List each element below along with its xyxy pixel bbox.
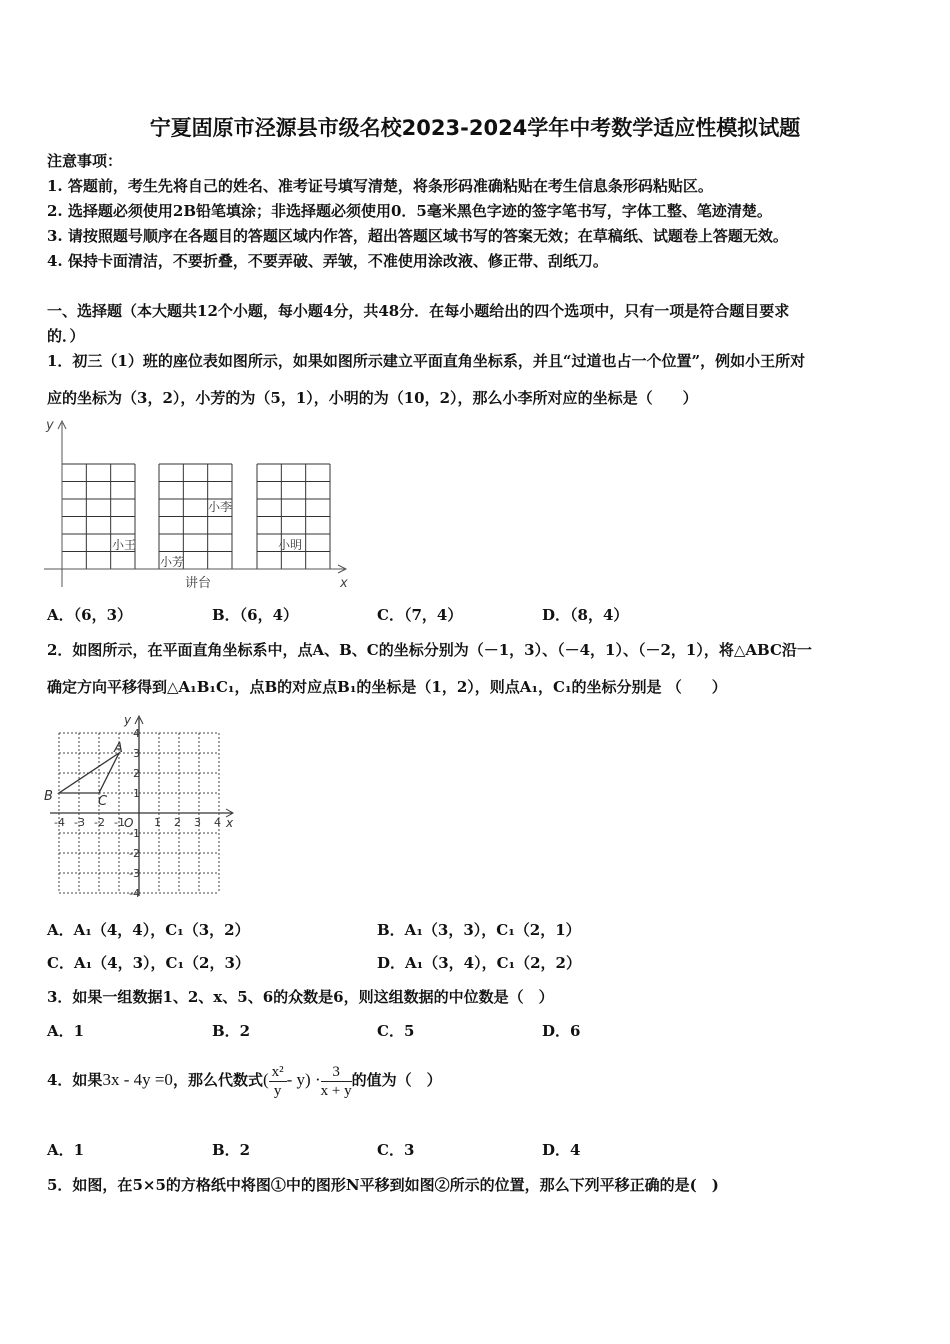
notice-item: 1. 答题前，考生先将自己的姓名、准考证号填写清楚，将条形码准确粘贴在考生信息条形码粘贴区。 [47,177,713,195]
y-tick-label: -4 [129,887,140,900]
question-1-text-cont: 应的坐标为（3，2），小芳的为（5，1），小明的为（10，2），那么小李所对应的坐标是（ ） [47,389,698,407]
option-c: C．（7，4） [377,606,463,624]
option-d: D．A₁（3，4），C₁（2，2） [377,954,581,972]
x-tick-label: 3 [194,816,201,829]
q4-expr-rest: - y) · [286,1070,321,1089]
y-tick-label: -1 [129,827,140,840]
option-b: B．2 [212,1141,251,1159]
x-tick-label: 2 [174,816,181,829]
y-tick-label: 1 [133,787,140,800]
question-2-text-cont: 确定方向平移得到△A₁B₁C₁，点B的对应点B₁的坐标是（1，2），则点A₁，C₁的坐标分别是 （ ） [47,678,727,696]
seat-label-wang: 小王 [112,538,137,552]
y-tick-label: 3 [133,747,140,760]
option-b: B．A₁（3，3），C₁（2，1） [377,921,581,939]
numerator: 3 [321,1063,352,1082]
fraction-3-over-x-plus-y [321,1063,352,1100]
numerator: x² [269,1063,287,1082]
point-a-label: A [114,741,123,756]
point-b-label: B [44,789,53,804]
q4-prefix: 4．如果 [47,1071,103,1089]
question-2-text: 2．如图所示，在平面直角坐标系中，点A、B、C的坐标分别为（－1，3）、（－4，1）、（－2，1），将△ABC沿一 [47,641,812,659]
section-heading: 一、选择题（本大题共12个小题，每小题4分，共48分．在每小题给出的四个选项中，只有一项是符合题目要求 [47,302,790,320]
notice-item: 2. 选择题必须使用2B铅笔填涂；非选择题必须使用0．5毫米黑色字迹的签字笔书写，字体工整、笔迹清楚。 [47,202,772,220]
y-tick-label: -2 [129,847,140,860]
page-title: 宁夏固原市泾源县市级名校2023-2024学年中考数学适应性模拟试题 [149,116,801,140]
podium-label: 讲台 [185,576,212,591]
y-tick-label: -3 [129,867,140,880]
option-a: A．A₁（4，4），C₁（3，2） [47,921,250,939]
x-tick-label: 4 [214,816,221,829]
notice-item: 4. 保持卡面清洁，不要折叠，不要弄破、弄皱，不准使用涂改液、修正带、刮纸刀。 [47,252,608,270]
coordinate-plane-figure [40,710,240,900]
origin-label: O [124,816,134,830]
seating-chart-figure [40,415,360,595]
y-tick-label: 4 [133,727,140,740]
notice-item: 3. 请按照题号顺序在各题目的答题区域内作答，超出答题区域书写的答案无效；在草稿纸、试题卷上答题无效。 [47,227,788,245]
x-axis-label: x [340,576,348,591]
x-axis-label: x [226,816,234,830]
option-d: D．（8，4） [542,606,629,624]
seat-label-li: 小李 [208,500,233,514]
y-tick-label: 2 [133,767,140,780]
section-heading-cont: 的．） [47,327,85,345]
question-3-text: 3．如果一组数据1、2、x、5、6的众数是6，则这组数据的中位数是（ ） [47,988,554,1006]
option-c: C．3 [377,1141,415,1159]
q4-condition: 3x - 4y =0 [102,1070,173,1089]
option-c: C．5 [377,1022,415,1040]
q4-middle: ，那么代数式 [172,1071,263,1089]
q4-suffix: 的值为（ ） [351,1071,442,1089]
option-a: A．（6，3） [47,606,133,624]
question-1-text: 1．初三（1）班的座位表如图所示，如果如图所示建立平面直角坐标系，并且“过道也占一个位置”，例如小王所对 [47,352,806,370]
x-tick-label: -2 [94,816,105,829]
option-d: D．4 [542,1141,581,1159]
x-tick-label: -3 [74,816,85,829]
seat-label-ming: 小明 [278,538,303,552]
x-tick-label: 1 [154,816,161,829]
point-c-label: C [98,794,108,809]
option-d: D．6 [542,1022,581,1040]
option-b: B．（6，4） [212,606,299,624]
fraction-x2-over-y [269,1063,287,1100]
option-a: A．1 [47,1141,85,1159]
seat-label-fang: 小芳 [160,555,185,569]
denominator: x + y [320,1082,352,1099]
x-tick-label: -4 [54,816,65,829]
option-b: B．2 [212,1022,251,1040]
q4-paren: ( [262,1070,269,1089]
question-5-text: 5．如图，在5×5的方格纸中将图①中的图形N平移到如图②所示的位置，那么下列平移正确的是( ) [47,1176,719,1194]
option-a: A．1 [47,1022,85,1040]
x-tick-label: -1 [114,816,125,829]
y-axis-label: y [46,418,54,433]
option-c: C．A₁（4，3），C₁（2，3） [47,954,250,972]
question-4-text [47,1060,442,1100]
denominator: y [273,1082,282,1099]
y-axis-label: y [124,713,132,727]
notice-heading: 注意事项： [47,152,123,170]
axis-arrows [58,421,346,573]
